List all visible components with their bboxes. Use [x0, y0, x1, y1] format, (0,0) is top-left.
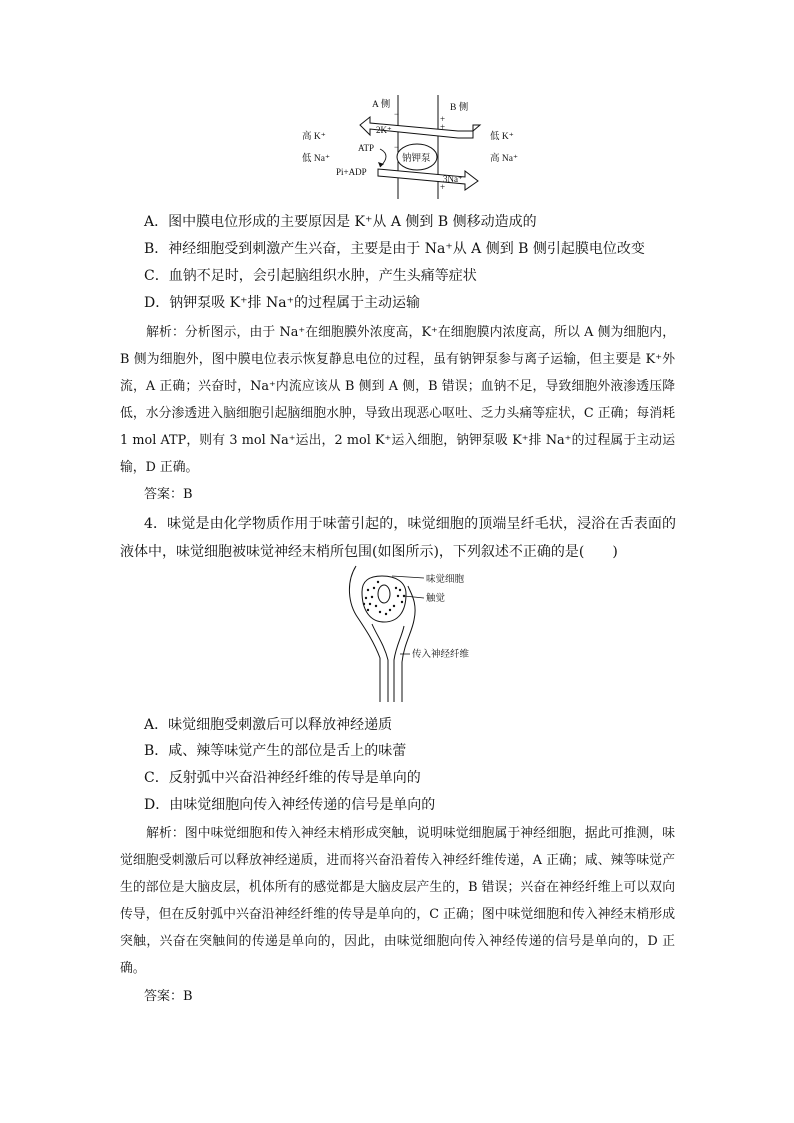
svg-text:−: −: [394, 142, 400, 152]
afferent-fiber-label: 传入神经纤维: [412, 650, 470, 660]
taste-cell-label: 味觉细胞: [426, 575, 465, 585]
svg-text:−: −: [394, 109, 400, 119]
right-low-k: 低 K⁺: [490, 132, 514, 142]
k-ion-label: 2K⁺: [376, 125, 392, 135]
synapse-label: 触觉: [426, 594, 446, 604]
pump-label: 钠钾泵: [402, 154, 431, 164]
q3-explanation: [120, 319, 675, 481]
pi-adp-label: Pi+ADP: [336, 167, 367, 177]
na-ion-arrow: [378, 169, 478, 190]
q4-option-d: D．由味觉细胞向传入神经传递的信号是单向的: [144, 797, 436, 813]
q3-explanation-text: 解析：分析图示，由于 Na⁺在细胞膜外浓度高，K⁺在细胞膜内浓度高，所以 A 侧为细胞内，B 侧为细胞外，图中膜电位表示恢复静息电位的过程，虽有钠钾泵参与离子运输，但主要是 K⁺外流，A 正确；兴奋时，Na⁺内流应该从 B 侧到 A 侧，B 错误；血钠不足，导致细胞外液渗透压降低，水分渗透进入脑细胞引起脑细胞水肿，导致出现恶心呕吐、乏力头痛等症状，C 正确；每消耗 1 mol ATP，则有 3 mol Na⁺运出，2 mol K⁺运入细胞，钠钾泵吸 K⁺排 Na⁺的过程属于主动运输，D 正确。: [120, 325, 675, 475]
side-a-label: A 侧: [372, 100, 391, 110]
sodium-potassium-pump-figure: [300, 95, 530, 200]
q4-option-c: C．反射弧中兴奋沿神经纤维的传导是单向的: [144, 770, 421, 786]
q4-stem-text: 4．味觉是由化学物质作用于味蕾引起的，味觉细胞的顶端呈纤毛状，浸浴在舌表面的液体中，味觉细胞被味觉神经末梢所包围(如图所示)，下列叙述不正确的是( ): [120, 516, 676, 560]
q3-option-b: B．神经细胞受到刺激产生兴奋，主要是由于 Na⁺从 A 侧到 B 侧引起膜电位改变: [144, 241, 645, 257]
q3-option-c: C．血钠不足时，会引起脑组织水肿，产生头痛等症状: [144, 268, 477, 284]
taste-cell-nucleus: [378, 585, 390, 603]
left-low-na: 低 Na⁺: [302, 154, 330, 164]
q4-explanation: [120, 820, 675, 982]
q4-option-b: B．咸、辣等味觉产生的部位是舌上的味蕾: [144, 743, 407, 759]
taste-cell-figure: [340, 562, 500, 704]
q4-explanation-text: 解析：图中味觉细胞和传入神经末梢形成突触，说明味觉细胞属于神经细胞，据此可推测，味觉细胞受刺激后可以释放神经递质，进而将兴奋沿着传入神经纤维传递，A 正确；咸、辣等味觉产生的部位是大脑皮层，机体所有的感觉都是大脑皮层产生的，B 错误；兴奋在神经纤维上可以双向传导，但在反射弧中兴奋沿神经纤维的传导是单向的，C 正确；图中味觉细胞和传入神经末梢形成突触，兴奋在突触间的传递是单向的，因此，由味觉细胞向传入神经传递的信号是单向的，D 正确。: [120, 826, 675, 976]
svg-text:+: +: [440, 122, 446, 132]
svg-text:+: +: [440, 114, 446, 124]
q4-option-a: A．味觉细胞受刺激后可以释放神经递质: [144, 717, 393, 733]
right-high-na: 高 Na⁺: [490, 154, 518, 164]
q4-answer: 答案：B: [144, 989, 193, 1004]
q3-answer: 答案：B: [144, 487, 193, 502]
q3-option-a: A．图中膜电位形成的主要原因是 K⁺从 A 侧到 B 侧移动造成的: [144, 214, 537, 230]
left-high-k: 高 K⁺: [302, 132, 326, 142]
svg-text:+: +: [440, 182, 446, 192]
atp-label: ATP: [358, 143, 375, 153]
q3-option-d: D．钠钾泵吸 K⁺排 Na⁺的过程属于主动运输: [144, 295, 420, 311]
side-b-label: B 侧: [450, 103, 469, 113]
q4-stem: [120, 510, 676, 566]
na-ion-label: 3Na⁺: [443, 174, 463, 184]
